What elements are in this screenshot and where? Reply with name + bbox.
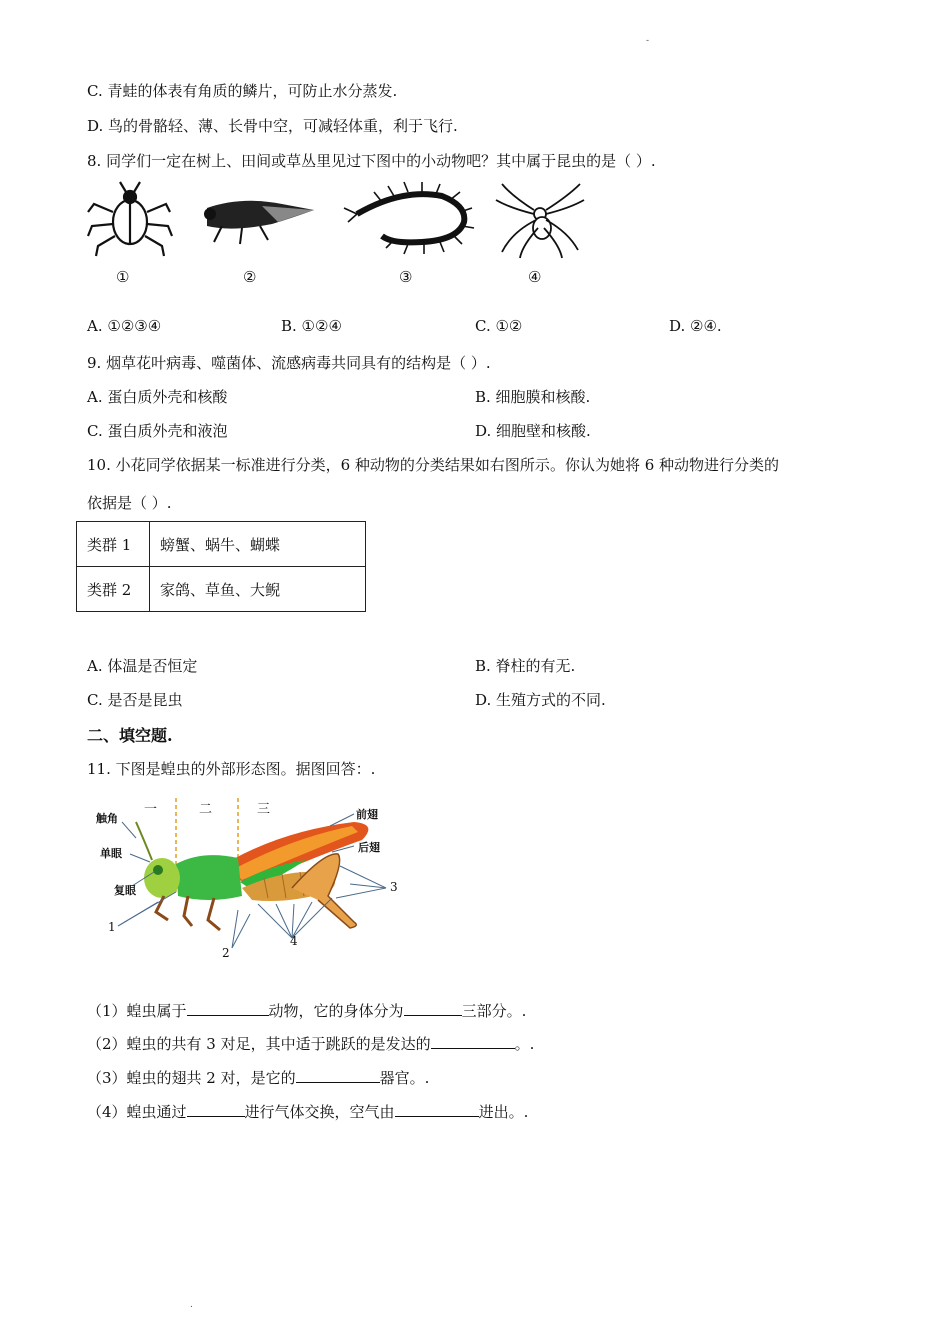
q10-stem-line1: 10. 小花同学依据某一标准进行分类，6 种动物的分类结果如右图所示。你认为她将 6 种动物进行分类的 <box>87 456 780 474</box>
footer-mark: . <box>190 1300 193 1310</box>
beetle-figure <box>88 182 172 256</box>
label-3: 3 <box>390 880 398 894</box>
answer-blank[interactable] <box>395 1102 479 1117</box>
q10-stem-line2: 依据是（ ）. <box>87 494 172 512</box>
segment-label-head: 一 <box>144 802 158 817</box>
answer-blank[interactable] <box>187 1001 269 1016</box>
label-forewing: 前翅 <box>356 808 378 821</box>
answer-blank[interactable] <box>431 1034 515 1049</box>
label-antenna: 触角 <box>96 812 118 825</box>
table-row <box>77 567 366 612</box>
label-compound-eye: 复眼 <box>114 884 136 897</box>
q11-stem: 11. 下图是蝗虫的外部形态图。据图回答：. <box>87 760 376 778</box>
q11-sub-4: （4）蝗虫通过 进行气体交换，空气由 进出。. <box>87 1103 529 1121</box>
table-cell-group: 类群 2 <box>77 567 150 612</box>
q11-sub-2: （2）蝗虫的共有 3 对足，其中适于跳跃的是发达的 。. <box>87 1035 535 1053</box>
section-title-fill-in: 二、填空题. <box>87 726 173 745</box>
q8-label-2: ② <box>243 268 257 286</box>
q9-option-b[interactable]: B. 细胞膜和核酸. <box>475 388 591 406</box>
q11-sub-3: （3）蝗虫的翅共 2 对，是它的 器官。. <box>87 1069 430 1087</box>
label-4: 4 <box>290 934 298 948</box>
table-cell-group: 类群 1 <box>77 522 150 567</box>
q8-option-a[interactable]: A. ①②③④ <box>87 317 162 335</box>
answer-blank[interactable] <box>187 1102 245 1117</box>
segment-label-thorax: 二 <box>199 802 213 817</box>
q8-animals-figure <box>82 178 602 290</box>
classification-table <box>76 521 366 612</box>
q8-label-3: ③ <box>399 268 413 286</box>
answer-blank[interactable] <box>296 1068 380 1083</box>
q10-option-d[interactable]: D. 生殖方式的不同. <box>475 691 606 709</box>
q8-label-4: ④ <box>528 268 542 286</box>
centipede-figure <box>344 182 474 254</box>
q8-option-c[interactable]: C. ①② <box>475 317 523 335</box>
q10-option-a[interactable]: A. 体温是否恒定 <box>87 657 198 675</box>
q10-option-c[interactable]: C. 是否是昆虫 <box>87 691 183 709</box>
q8-option-d[interactable]: D. ②④. <box>669 317 722 335</box>
segment-label-abdomen: 三 <box>257 802 271 817</box>
q9-stem: 9. 烟草花叶病毒、噬菌体、流感病毒共同具有的结构是（ ）. <box>87 354 491 372</box>
q10-option-b[interactable]: B. 脊柱的有无. <box>475 657 576 675</box>
q7-option-c: C. 青蛙的体表有角质的鳞片，可防止水分蒸发. <box>87 82 398 100</box>
label-2: 2 <box>222 946 230 960</box>
grasshopper-diagram <box>92 792 412 967</box>
q8-stem: 8. 同学们一定在树上、田间或草丛里见过下图中的小动物吧？其中属于昆虫的是（ ）. <box>87 152 656 170</box>
q9-option-d[interactable]: D. 细胞壁和核酸. <box>475 422 591 440</box>
table-cell-animals: 螃蟹、蜗牛、蝴蝶 <box>150 522 366 567</box>
table-cell-animals: 家鸽、草鱼、大鲵 <box>150 567 366 612</box>
spider-figure <box>496 184 584 258</box>
q9-option-c[interactable]: C. 蛋白质外壳和液泡 <box>87 422 228 440</box>
cicada-figure <box>204 201 314 244</box>
label-hindwing: 后翅 <box>358 841 380 854</box>
q7-option-d: D. 鸟的骨骼轻、薄、长骨中空，可减轻体重，利于飞行. <box>87 117 458 135</box>
label-1: 1 <box>108 920 116 934</box>
label-ocellus: 单眼 <box>100 847 122 860</box>
answer-blank[interactable] <box>404 1001 462 1016</box>
q9-option-a[interactable]: A. 蛋白质外壳和核酸 <box>87 388 228 406</box>
header-mark: - <box>646 36 650 46</box>
q11-sub-1: （1）蝗虫属于 动物，它的身体分为 三部分。. <box>87 1002 527 1020</box>
q8-option-b[interactable]: B. ①②④ <box>281 317 342 335</box>
table-row <box>77 522 366 567</box>
q8-label-1: ① <box>116 268 130 286</box>
